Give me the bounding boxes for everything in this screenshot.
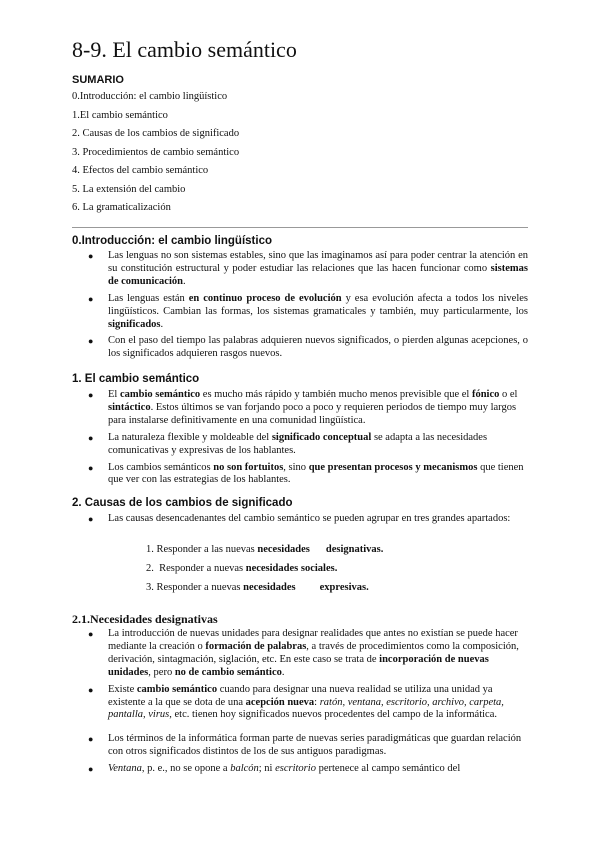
- bullet-icon: ●: [88, 629, 94, 639]
- section-divider: [72, 227, 528, 228]
- bullet-item: ● La introducción de nuevas unidades para designar realidades que antes no existían se puede hacer mediante la creación o formación de palabras, a través de procedimientos como la composición, derivación, sintagmación, siglación, etc. En este caso se trata de incorporación de nuevas unidades, pero no de cambio semántico.: [88, 628, 519, 678]
- bullet-icon: ●: [88, 390, 94, 400]
- summary-item: 3. Procedimientos de cambio semántico: [72, 146, 240, 158]
- bullet-icon: ●: [88, 763, 94, 774]
- bullet-icon: ●: [88, 432, 94, 443]
- summary-list: [72, 88, 239, 218]
- summary-item: 5. La extensión del cambio: [72, 183, 186, 195]
- summary-heading: SUMARIO: [72, 74, 124, 86]
- semantic-change-bullets: [72, 389, 528, 491]
- summary-item: 4. Efectos del cambio semántico: [72, 165, 209, 176]
- bullet-item: ● Ventana, p. e., no se opone a balcón; ni escritorio pertenece al campo semántico del: [88, 762, 461, 774]
- bullet-item: ● La naturaleza flexible y moldeable del significado conceptual se adapta a las necesidades comunicativas y expresivas de los hablantes.: [88, 431, 488, 456]
- informatics-bullets: [72, 733, 528, 780]
- bullet-icon: ●: [88, 514, 94, 524]
- bullet-item: ● El cambio semántico es mucho más rápido y también mucho menos previsible que el fónico o el sintáctico. Estos últimos se van forjando poco a poco y requieren periodos de tiempo muy largos para instalarse definitivamente en una comunidad lingüística.: [88, 389, 518, 426]
- bullet-icon: ●: [88, 336, 94, 347]
- bullet-icon: ●: [88, 293, 94, 304]
- introduction-bullets: [72, 250, 528, 365]
- bullet-icon: ●: [88, 684, 94, 695]
- numbered-item: 3. Responder a nuevas necesidades expresivas.: [146, 582, 369, 593]
- bullet-item: ● Los términos de la informática forman parte de nuevas series paradigmáticas que guardan relación con otros significados distintos de los de sus antiguos paradigmas.: [88, 733, 522, 757]
- document-title: 8-9. El cambio semántico: [72, 37, 297, 62]
- summary-item: 6. La gramaticalización: [72, 202, 171, 213]
- bullet-icon: ●: [88, 462, 94, 473]
- section-heading-designative-needs: 2.1.Necesidades designativas: [72, 612, 218, 626]
- summary-item: 2. Causas de los cambios de significado: [72, 128, 240, 139]
- numbered-item: 2. Responder a nuevas necesidades sociales.: [146, 563, 338, 574]
- section-heading-semantic-change: 1. El cambio semántico: [72, 373, 200, 385]
- summary-item: 1.El cambio semántico: [72, 109, 168, 121]
- bullet-item: ● Las lenguas están en continuo proceso de evolución y esa evolución afecta a todos los niveles lingüísticos. Cambian las formas, los sistemas gramaticales y también, muy particularmente, los significados.: [88, 292, 528, 330]
- bullet-item: ● Existe cambio semántico cuando para designar una nueva realidad se utiliza una unidad ya existente a la que se dota de una acepción nueva: ratón, ventana, escritorio, archivo, carpeta, pantalla, virus, etc. tienen hoy significados nuevos procedentes del campo de la informática.: [88, 683, 504, 721]
- bullet-item: ● Las lenguas no son sistemas estables, sino que las imaginamos así para poder centrar la atención en su constitución estructural y poder estudiar las relaciones que las hacen funcionar como sistemas de comunicación.: [88, 250, 528, 287]
- section-heading-causes: 2. Causas de los cambios de significado: [72, 497, 293, 509]
- bullet-item: ● Las causas desencadenantes del cambio semántico se pueden agrupar en tres grandes apartados:: [88, 513, 511, 524]
- numbered-item: 1. Responder a las nuevas necesidades designativas.: [146, 544, 384, 555]
- summary-item: 0.Introducción: el cambio lingüístico: [72, 91, 228, 102]
- designative-needs-bullets: [72, 628, 528, 726]
- causes-numbered-list: [146, 540, 383, 597]
- bullet-item: ● Con el paso del tiempo las palabras adquieren nuevos significados, o pierden algunas acepciones, o los significados adquieren rasgos nuevos.: [88, 335, 528, 360]
- section-heading-introduction: 0.Introducción: el cambio lingüístico: [72, 235, 272, 247]
- causes-bullets: [72, 513, 528, 530]
- bullet-icon: ●: [88, 734, 94, 744]
- bullet-item: ● Los cambios semánticos no son fortuitos, sino que presentan procesos y mecanismos que tienen que ver con las estrategias de los hablantes.: [88, 461, 524, 486]
- bullet-icon: ●: [88, 251, 94, 261]
